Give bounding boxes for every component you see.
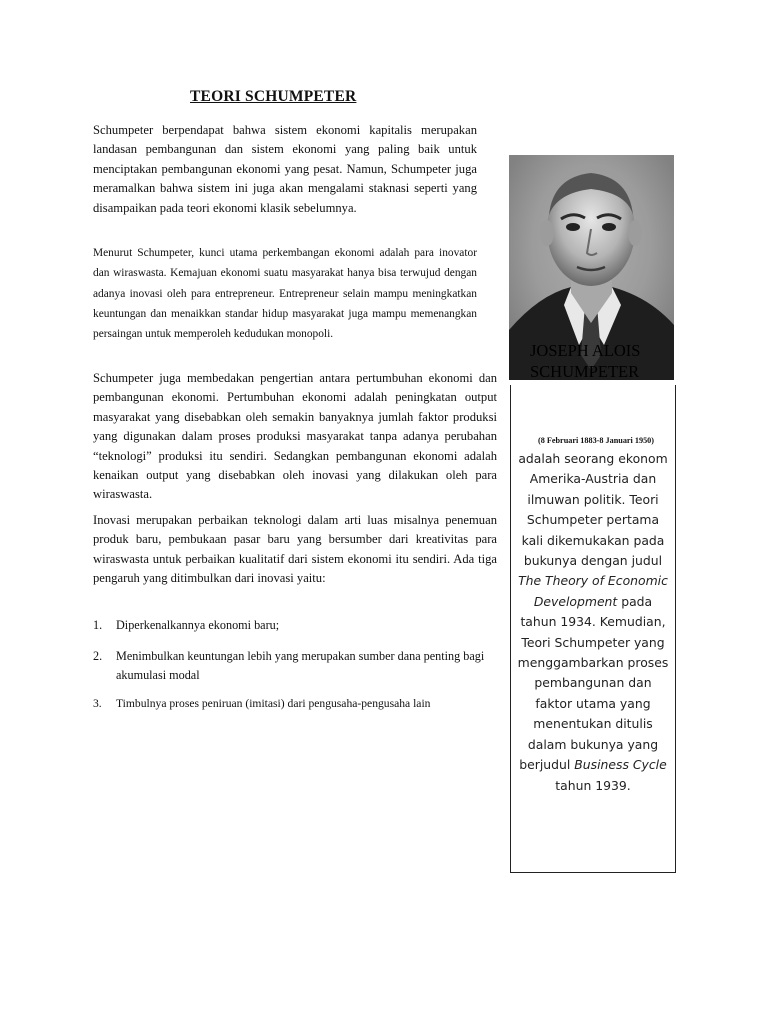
paragraph-3: Schumpeter juga membedakan pengertian antara pertumbuhan ekonomi dan pembangunan ekonomi. Pertumbuhan ekonomi adalah peningkatan output masyarakat yang disebabkan oleh semakin banyaknya jumlah faktor produksi yang digunakan dalam proses produksi masyarakat tanpa adanya perubahan “teknologi” produksi itu sendiri. Sedangkan pembangunan ekonomi adalah kenaikan output yang disebabkan oleh inovasi yang dilakukan oleh para wiraswasta. xyxy=(93,371,497,502)
bio-text: adalah seorang ekonom Amerika-Austria dan ilmuwan politik. Teori Schumpeter pertama kali dikemukakan pada bukunya dengan judul xyxy=(518,451,668,569)
paragraph-2: Menurut Schumpeter, kunci utama perkembangan ekonomi adalah para inovator dan wiraswasta. Kemajuan ekonomi suatu masyarakat hanya bisa terwujud dengan adanya inovasi oleh para entrepreneur. Entrepreneur selain mampu meningkatkan keuntungan dan menaikkan standar hidup masyarakat juga mampu memenangkan persaingan untuk memperoleh kedudukan monopoli. xyxy=(93,247,477,341)
book-title: The Theory of Economic Development xyxy=(518,573,668,609)
list-number: 1. xyxy=(93,618,103,632)
list-text: Menimbulkan keuntungan lebih yang merupakan sumber dana penting bagi akumulasi modal xyxy=(116,648,485,683)
list-text: Diperkenalkannya ekonomi baru; xyxy=(116,618,280,632)
page-title: TEORI SCHUMPETER xyxy=(190,88,357,105)
influence-list xyxy=(93,616,497,713)
paragraph-1: Schumpeter berpendapat bahwa sistem ekonomi kapitalis merupakan landasan pembangunan dan sistem ekonomi yang paling baik untuk menciptakan pembangunan ekonomi yang pesat. Namun, Schumpeter juga meramalkan bahwa sistem ini juga akan mengalami staknasi seperti yang disampaikan pada teori ekonomi klasik sebelumnya. xyxy=(93,123,477,215)
list-item xyxy=(93,647,497,686)
sidebar-dates: (8 Februari 1883-8 Januari 1950) xyxy=(538,436,654,445)
sidebar-biography xyxy=(516,449,670,796)
list-number: 3. xyxy=(93,696,102,710)
book-title: Business Cycle xyxy=(574,757,667,773)
bio-text: pada tahun 1934. Kemudian, Teori Schumpeter yang menggambarkan proses pembangunan dan faktor utama yang menentukan ditulis dalam bukunya yang berjudul xyxy=(517,593,669,773)
sidebar-name: JOSEPH ALOIS SCHUMPETER xyxy=(530,341,641,381)
list-text: Timbulnya proses peniruan (imitasi) dari pengusaha-pengusaha lain xyxy=(116,696,431,710)
list-item xyxy=(93,694,497,714)
list-item xyxy=(93,616,497,636)
list-number: 2. xyxy=(93,648,103,663)
paragraph-4: Inovasi merupakan perbaikan teknologi dalam arti luas misalnya penemuan produk baru, pembukaan pasar baru yang bersumber dari kreativitas para wiraswasta untuk perbaikan kualitatif dari sistem ekonomi itu sendiri. Ada tiga pengaruh yang ditimbulkan dari inovasi yaitu: xyxy=(93,513,497,586)
bio-text: tahun 1939. xyxy=(555,777,631,793)
